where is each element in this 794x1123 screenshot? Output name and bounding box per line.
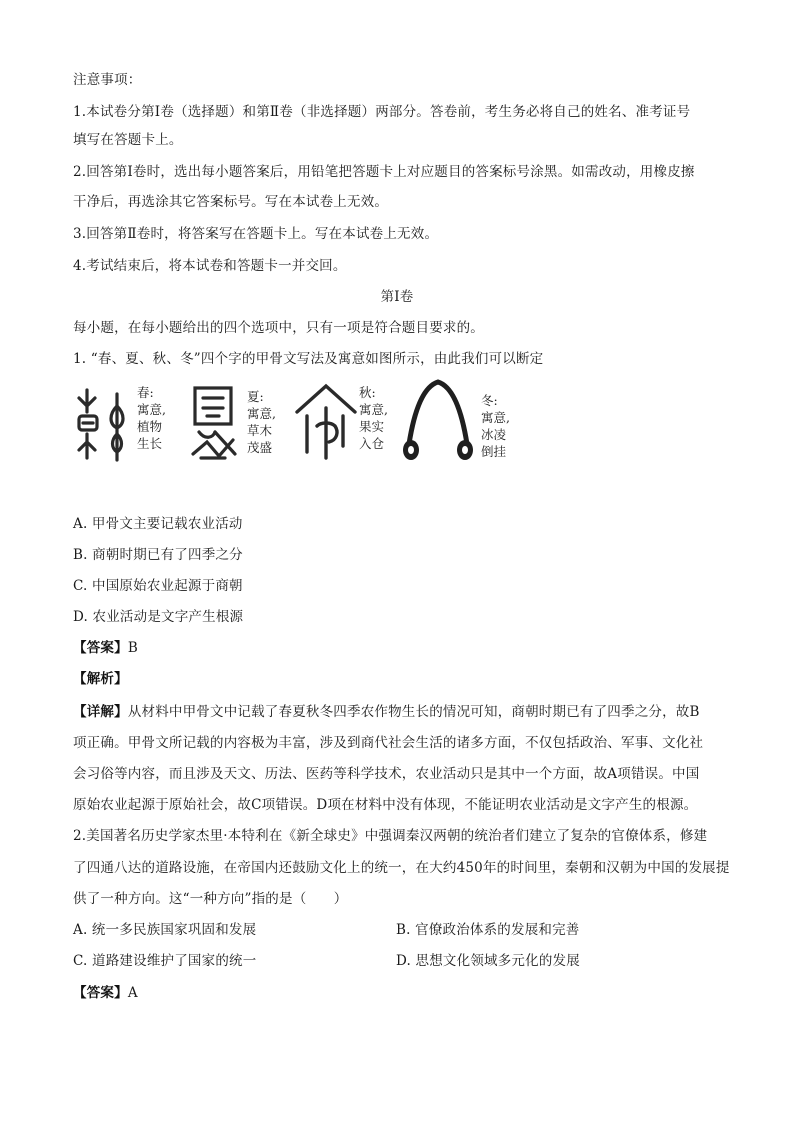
winter-caption (481, 392, 510, 460)
notice-item: 2.回答第Ⅰ卷时，选出每小题答案后，用铅笔把答题卡上对应题目的答案标号涂黑。如需改动，用橡皮擦 (73, 164, 695, 180)
summer-caption (247, 388, 276, 456)
question-2-option-d: D. 思想文化领域多元化的发展 (396, 953, 580, 969)
spring-caption-line: 植物 (137, 419, 163, 434)
spring-caption-line: 生长 (137, 436, 163, 451)
question-2-stem: 2.美国著名历史学家杰里·本特利在《新全球史》中强调秦汉两朝的统治者们建立了复杂的官僚体系，修建 (73, 828, 708, 844)
notice-item: 1.本试卷分第Ⅰ卷（选择题）和第Ⅱ卷（非选择题）两部分。答卷前，考生务必将自己的姓名、准考证号 (73, 104, 691, 120)
question-1-option-d: D. 农业活动是文字产生根源 (73, 609, 244, 625)
spring-caption-line: 寓意, (137, 402, 166, 417)
autumn-oracle-glyph-icon (293, 382, 359, 462)
autumn-caption-line: 寓意, (359, 402, 388, 417)
detail-text: 从材料中甲骨文中记载了春夏秋冬四季农作物生长的情况可知，商朝时期已有了四季之分，故B (127, 704, 700, 720)
winter-caption-line: 冬: (481, 393, 498, 408)
notice-item: 4.考试结束后，将本试卷和答题卡一并交回。 (73, 258, 347, 274)
section-intro: 每小题，在每小题给出的四个选项中，只有一项是符合题目要求的。 (73, 320, 484, 336)
question-2-answer (73, 983, 138, 1003)
notice-item: 干净后，再选涂其它答案标号。写在本试卷上无效。 (73, 194, 389, 210)
spring-caption (137, 384, 166, 452)
question-2-option-c: C. 道路建设维护了国家的统一 (73, 953, 257, 969)
question-1-stem: 1. “春、夏、秋、冬”四个字的甲骨文写法及寓意如图所示，由此我们可以断定 (73, 351, 544, 367)
question-1-detail-line: 项正确。甲骨文所记载的内容极为丰富，涉及到商代社会生活的诸多方面，不仅包括政治、军事、文化社 (73, 735, 704, 751)
answer-label: 【答案】 (73, 640, 128, 656)
notice-item: 3.回答第Ⅱ卷时，将答案写在答题卡上。写在本试卷上无效。 (73, 226, 439, 242)
question-1-detail (73, 702, 700, 722)
autumn-caption (359, 384, 388, 452)
answer-label: 【答案】 (73, 985, 128, 1001)
oracle-bone-figure (73, 376, 533, 476)
question-2-stem: 了四通八达的道路设施，在帝国内还鼓励文化上的统一，在大约450年的时间里，秦朝和汉朝为中国的发展提 (73, 860, 730, 876)
question-1-detail-line: 原始农业起源于原始社会，故C项错误。D项在材料中没有体现，不能证明农业活动是文字产生的根源。 (73, 797, 698, 813)
analysis-label: 【解析】 (73, 671, 128, 687)
question-1-detail-line: 会习俗等内容，而且涉及天文、历法、医药等科学技术，农业活动只是其中一个方面，故A项错误。中国 (73, 766, 700, 782)
winter-caption-line: 冰凌 (481, 427, 507, 442)
section-title: 第Ⅰ卷 (380, 289, 414, 305)
autumn-caption-line: 入仓 (359, 436, 385, 451)
answer-value: A (127, 985, 138, 1001)
question-1-analysis-label (73, 669, 128, 689)
winter-caption-line: 倒挂 (481, 444, 507, 459)
spring-caption-line: 春: (137, 385, 154, 400)
summer-caption-line: 寓意, (247, 406, 276, 421)
summer-caption-line: 夏: (247, 389, 264, 404)
autumn-caption-line: 果实 (359, 419, 385, 434)
autumn-caption-line: 秋: (359, 385, 376, 400)
spring-oracle-glyph-icon (73, 384, 133, 464)
detail-label: 【详解】 (73, 704, 128, 720)
notice-item: 填写在答题卡上。 (73, 132, 183, 148)
question-1-option-b: B. 商朝时期已有了四季之分 (73, 547, 243, 563)
question-2-stem: 供了一种方向。这“一种方向”指的是（ ） (73, 891, 348, 907)
summer-oracle-glyph-icon (185, 380, 245, 464)
notice-title: 注意事项： (73, 72, 142, 88)
summer-caption-line: 草木 (247, 423, 273, 438)
summer-caption-line: 茂盛 (247, 440, 273, 455)
question-1-option-c: C. 中国原始农业起源于商朝 (73, 578, 243, 594)
question-2-option-a: A. 统一多民族国家巩固和发展 (73, 922, 257, 938)
question-1-option-a: A. 甲骨文主要记载农业活动 (73, 516, 243, 532)
question-2-option-b: B. 官僚政治体系的发展和完善 (396, 922, 580, 938)
answer-value: B (127, 640, 138, 656)
winter-caption-line: 寓意, (481, 410, 510, 425)
question-1-answer (73, 638, 138, 658)
winter-oracle-glyph-icon (399, 376, 477, 466)
